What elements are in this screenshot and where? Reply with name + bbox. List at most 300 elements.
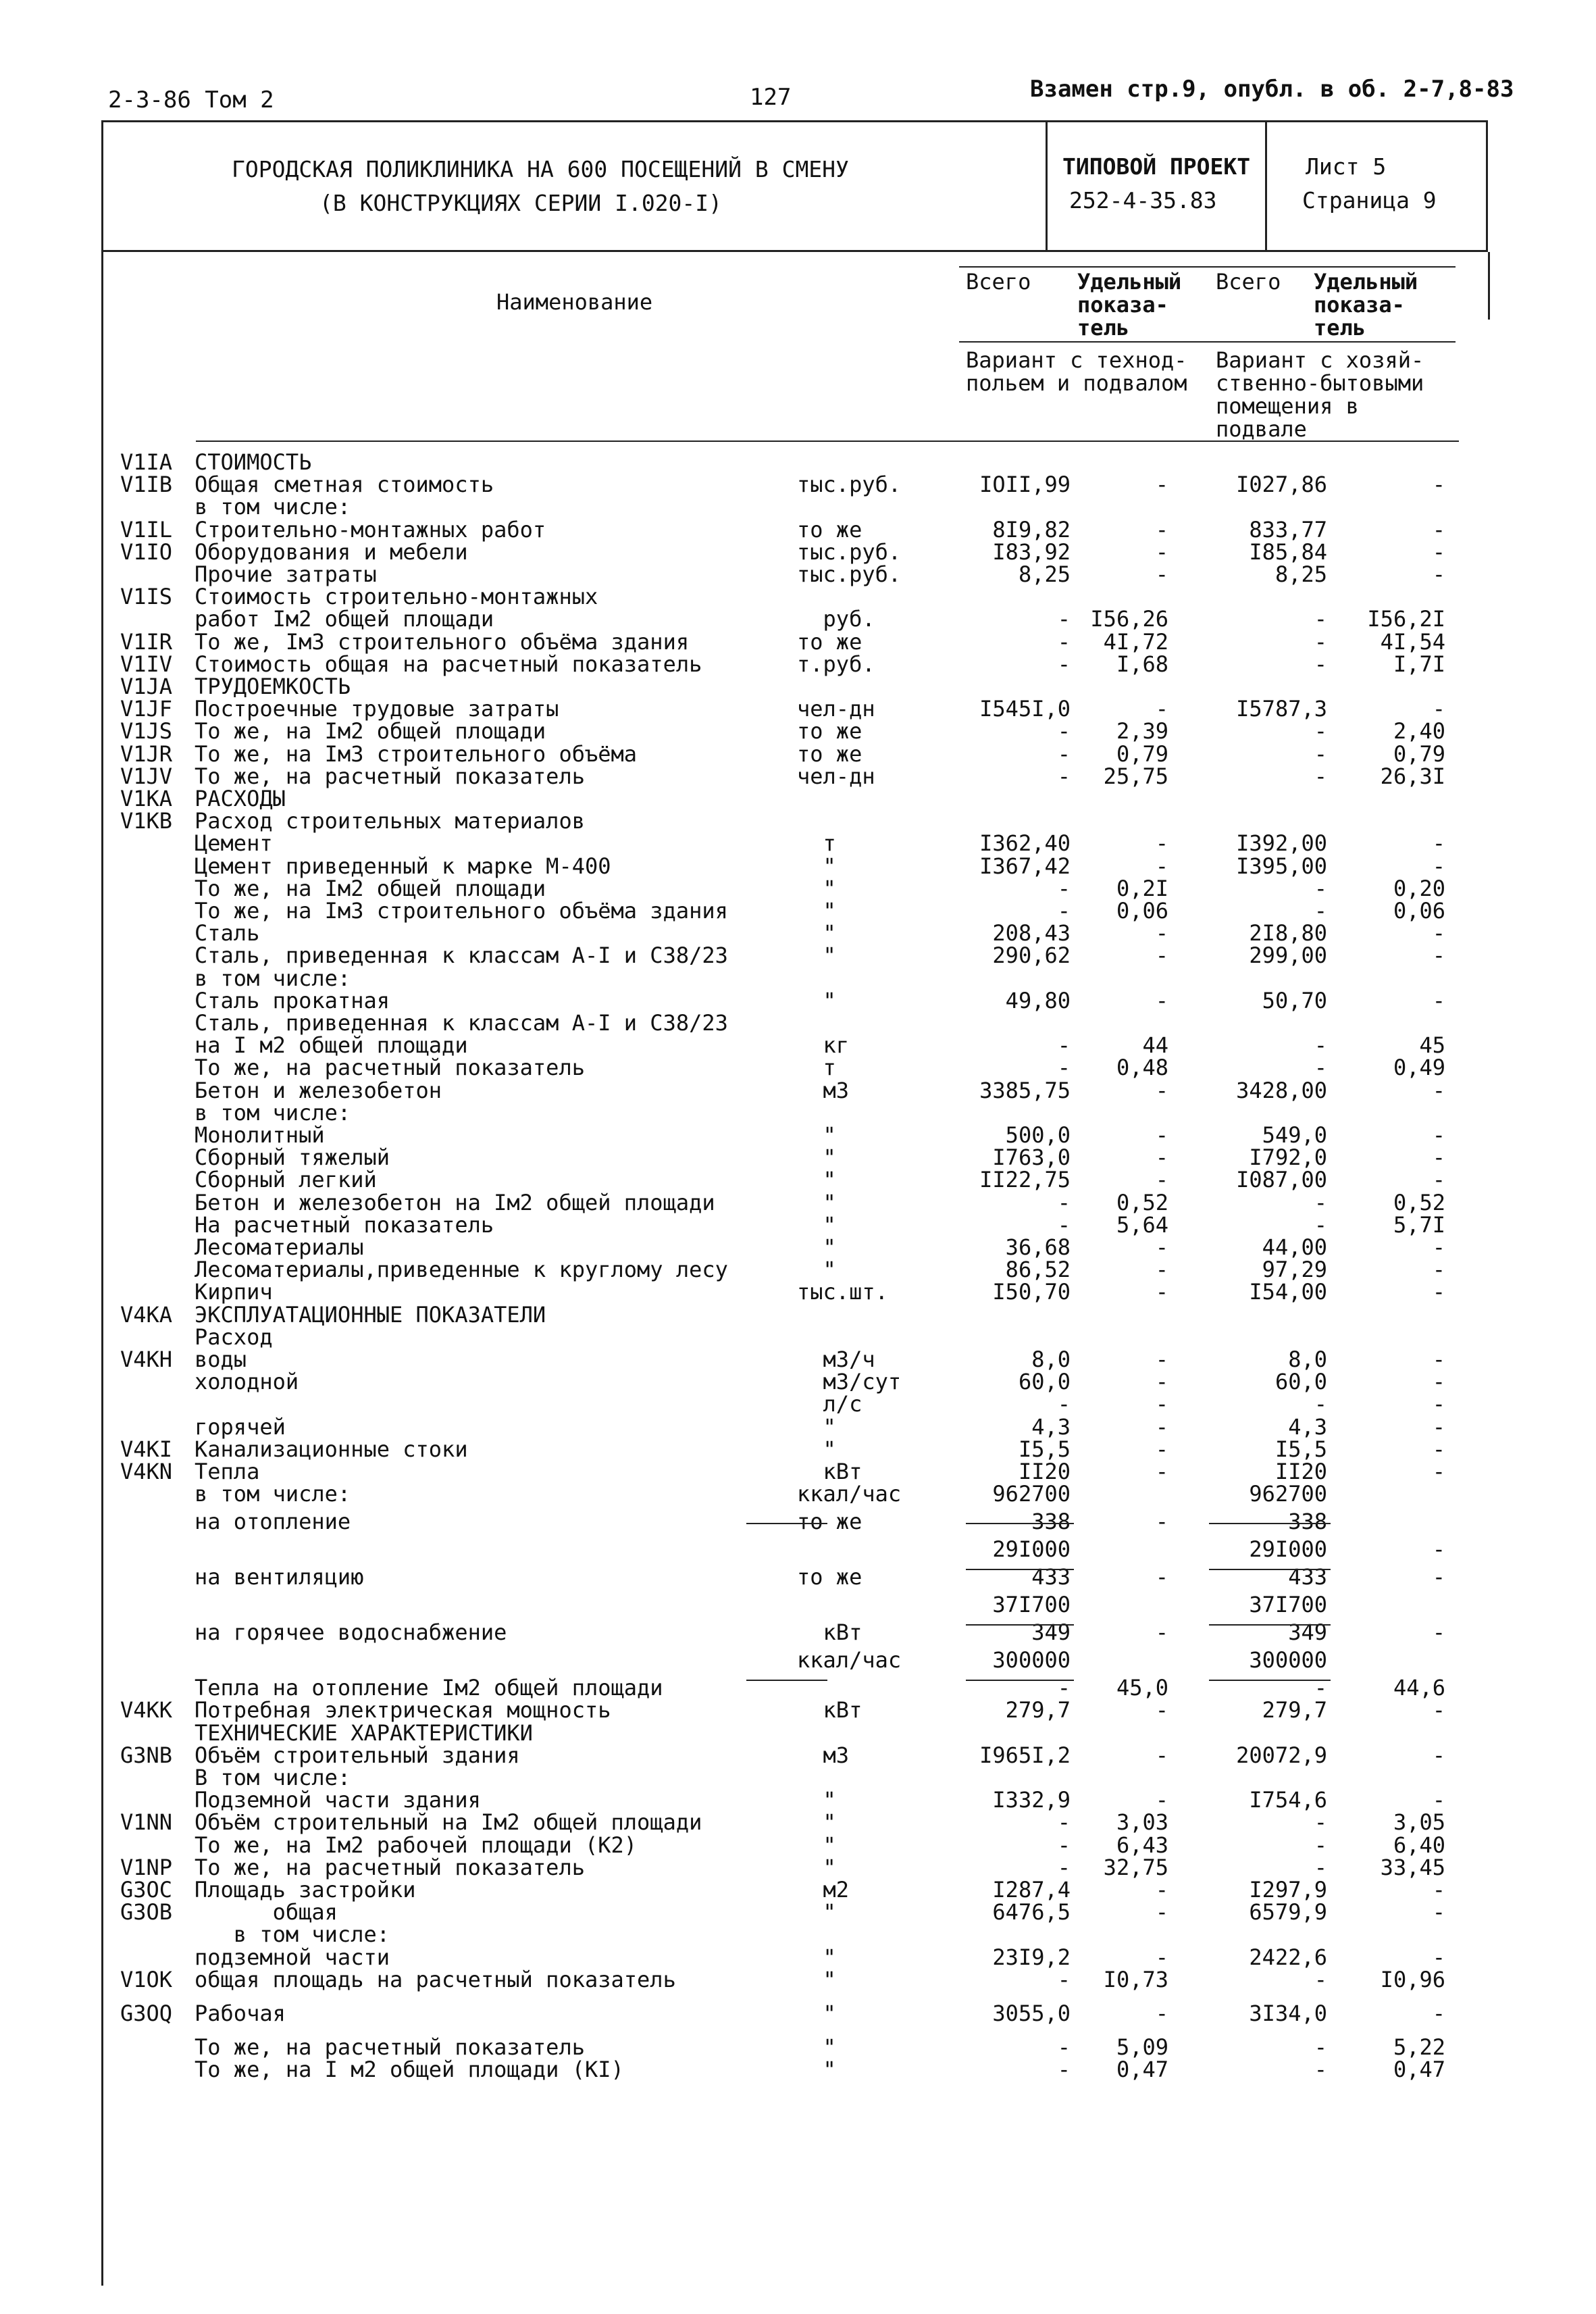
row-v1: - xyxy=(1057,628,1071,655)
row-code: V1NP xyxy=(120,1854,173,1880)
row-code: V1OK xyxy=(120,1966,173,1992)
row-unit: " xyxy=(797,1787,836,1813)
row-v1: - xyxy=(1057,763,1071,789)
row-v2: 833,77 xyxy=(1249,516,1327,543)
row-v1: I367,42 xyxy=(979,853,1071,879)
fraction-rule xyxy=(966,1680,1074,1681)
table-row xyxy=(0,900,1596,922)
row-v2: 338 xyxy=(1288,1509,1327,1535)
table-row xyxy=(0,2059,1596,2081)
table-row xyxy=(0,538,1596,565)
row-u2: - xyxy=(1432,1899,1445,1926)
row-u1: - xyxy=(1155,1459,1168,1484)
row-code: G3OB xyxy=(120,1899,173,1926)
row-name: Бетон и железобетон на Iм2 общей площади xyxy=(195,1189,715,1215)
row-u1: - xyxy=(1155,1697,1168,1724)
row-name: в том числе: xyxy=(195,1481,351,1507)
row-v1: - xyxy=(1057,740,1071,767)
table-row xyxy=(0,832,1596,855)
table-row xyxy=(0,855,1596,878)
row-u2: - xyxy=(1432,472,1445,498)
row-u1: - xyxy=(1155,2000,1168,2026)
table-row xyxy=(0,1169,1596,1191)
table-row xyxy=(0,1461,1596,1483)
row-unit: " xyxy=(797,875,836,901)
row-code: V1JA xyxy=(120,674,173,699)
row-v2: - xyxy=(1314,1832,1327,1858)
row-v1: 8,0 xyxy=(1031,1347,1071,1372)
row-unit: " xyxy=(797,1436,836,1462)
row-u2: - xyxy=(1432,1391,1445,1417)
row-unit: ккал/час xyxy=(797,1481,902,1507)
row-name: Оборудования и мебели xyxy=(195,538,468,565)
row-u2: - xyxy=(1432,1944,1445,1970)
row-u2: 0,20 xyxy=(1393,875,1445,901)
row-u2: - xyxy=(1432,830,1445,857)
row-unit: " xyxy=(797,920,836,947)
unit-fraction-rule xyxy=(746,1680,827,1681)
row-v1: - xyxy=(1057,718,1071,745)
row-unit: " xyxy=(797,1899,836,1926)
row-name: на I м2 общей площади xyxy=(195,1032,468,1059)
row-code: V1KA xyxy=(120,786,173,811)
row-u1: - xyxy=(1155,1369,1168,1395)
row-u2: - xyxy=(1432,1436,1445,1462)
sheet-number: Лист 5 xyxy=(1306,153,1387,180)
table-row xyxy=(0,608,1596,630)
row-u1: - xyxy=(1155,830,1168,857)
row-unit: то же xyxy=(797,1509,863,1535)
row-v1: IOII,99 xyxy=(979,472,1071,498)
table-row xyxy=(0,1946,1596,1969)
row-u1: - xyxy=(1155,561,1168,587)
project-number: 252-4-35.83 xyxy=(1069,187,1217,213)
row-u2: - xyxy=(1432,696,1445,722)
row-name: То же, Iм3 строительного объёма здания xyxy=(195,628,690,655)
row-unit: " xyxy=(797,1809,836,1836)
row-v1: - xyxy=(1057,2034,1071,2060)
table-row xyxy=(0,1012,1596,1034)
row-v2: I395,00 xyxy=(1236,853,1327,879)
row-unit: т xyxy=(797,830,836,857)
table-row xyxy=(0,922,1596,945)
row-v1: - xyxy=(1057,1966,1071,1992)
row-unit: кВт xyxy=(797,1619,863,1646)
row-v2: 349 xyxy=(1288,1619,1327,1646)
row-u1: - xyxy=(1155,1413,1168,1440)
col-unit2-header: Удельный показа- тель xyxy=(1314,269,1418,341)
row-v2: - xyxy=(1314,1391,1327,1417)
row-unit: л/с xyxy=(797,1391,863,1417)
row-v2: 44,00 xyxy=(1262,1234,1327,1260)
table-row xyxy=(0,788,1596,810)
row-u2: - xyxy=(1432,561,1445,587)
row-v1: 4,3 xyxy=(1031,1413,1071,1440)
row-u1: - xyxy=(1155,1899,1168,1926)
row-v1: 37I700 xyxy=(992,1592,1071,1618)
row-u2: - xyxy=(1432,1234,1445,1260)
row-u2: - xyxy=(1432,1413,1445,1440)
row-unit: " xyxy=(797,1122,836,1148)
row-u2: - xyxy=(1432,1877,1445,1903)
row-u1: 45,0 xyxy=(1116,1675,1168,1701)
table-row xyxy=(0,451,1596,474)
row-u2: - xyxy=(1432,1145,1445,1171)
row-code: V1IB xyxy=(120,472,173,498)
row-name: То же, на расчетный показатель xyxy=(195,1854,585,1880)
row-v2: - xyxy=(1314,1211,1327,1238)
table-row xyxy=(0,1099,1596,1126)
row-v2: - xyxy=(1314,1055,1327,1081)
row-v1: - xyxy=(1057,898,1071,924)
col-total1-header: Всего xyxy=(966,269,1031,295)
row-name: То же, на Iм3 строительного объёма здания xyxy=(195,898,728,924)
row-u1: - xyxy=(1155,1122,1168,1148)
row-v1: - xyxy=(1057,1032,1071,1059)
row-v2: 2422,6 xyxy=(1249,1944,1327,1970)
row-name: То же, на Iм3 строительного объёма xyxy=(195,740,638,767)
row-v1: 500,0 xyxy=(1005,1122,1071,1148)
row-name: на отопление xyxy=(195,1509,351,1535)
row-u1: - xyxy=(1155,1742,1168,1768)
row-name: Сталь, приведенная к классам А-I и С38/23 xyxy=(195,942,728,969)
row-v2: 6579,9 xyxy=(1249,1899,1327,1926)
row-name: Бетон и железобетон xyxy=(195,1077,442,1103)
row-code: V4KH xyxy=(120,1347,173,1372)
row-name: Потребная электрическая мощность xyxy=(195,1697,611,1724)
col-unit1-header: Удельный показа- тель xyxy=(1077,269,1182,341)
row-unit: " xyxy=(797,853,836,879)
table-row xyxy=(0,1834,1596,1857)
row-u1: - xyxy=(1155,1145,1168,1171)
row-u1: - xyxy=(1155,987,1168,1013)
row-u1: - xyxy=(1155,1436,1168,1462)
sheet-page: Страница 9 xyxy=(1302,187,1437,213)
row-v1: II20 xyxy=(1018,1459,1071,1484)
table-row xyxy=(0,1326,1596,1349)
row-code: V4KK xyxy=(120,1697,173,1724)
row-v2: I027,86 xyxy=(1236,472,1327,498)
row-u1: - xyxy=(1155,1234,1168,1260)
row-name: на горячее водоснабжение xyxy=(195,1619,507,1646)
table-row xyxy=(0,1349,1596,1371)
row-name: воды xyxy=(195,1347,247,1372)
row-u2: 3,05 xyxy=(1393,1809,1445,1836)
row-unit: м3/сут xyxy=(797,1369,902,1395)
row-code: V1NN xyxy=(120,1809,173,1836)
row-v2: 4,3 xyxy=(1288,1413,1327,1440)
row-name: Прочие затраты xyxy=(195,561,377,587)
row-u2: I56,2I xyxy=(1367,606,1445,632)
table-row xyxy=(0,1034,1596,1057)
row-name: Тепла xyxy=(195,1459,260,1484)
table-row xyxy=(0,474,1596,496)
table-row xyxy=(0,1301,1596,1328)
row-unit: " xyxy=(797,1145,836,1171)
row-unit: м3 xyxy=(797,1742,850,1768)
row-v1: - xyxy=(1057,1854,1071,1880)
row-name: Общая сметная стоимость xyxy=(195,472,494,498)
row-unit: тыс.руб. xyxy=(797,561,902,587)
row-name: горячей xyxy=(195,1413,286,1440)
row-code: V4KI xyxy=(120,1436,173,1462)
row-unit: м3 xyxy=(797,1077,850,1103)
row-name: Сталь, приведенная к классам А-I и С38/23 xyxy=(195,1010,728,1036)
header-mid-rule xyxy=(959,341,1456,343)
row-v2: I5,5 xyxy=(1275,1436,1327,1462)
row-u2: 45 xyxy=(1419,1032,1445,1059)
row-u2: 0,49 xyxy=(1393,1055,1445,1081)
row-u1: - xyxy=(1155,1509,1168,1535)
row-name: на вентиляцию xyxy=(195,1564,364,1590)
table-row xyxy=(0,1789,1596,1811)
right-border xyxy=(1488,252,1490,320)
row-v2: 8,0 xyxy=(1288,1347,1327,1372)
row-u2: - xyxy=(1432,1122,1445,1148)
header-top-rule xyxy=(959,266,1456,268)
row-u1: - xyxy=(1155,1347,1168,1372)
table-row xyxy=(0,1211,1596,1238)
row-u2: 5,22 xyxy=(1393,2034,1445,2060)
row-v2: - xyxy=(1314,740,1327,767)
row-u1: 0,52 xyxy=(1116,1189,1168,1215)
row-unit: " xyxy=(797,1234,836,1260)
row-unit: чел-дн xyxy=(797,763,875,789)
row-v2: 279,7 xyxy=(1262,1697,1327,1724)
row-v1: - xyxy=(1057,651,1071,677)
row-v1: 290,62 xyxy=(992,942,1071,969)
row-unit: ккал/час xyxy=(797,1647,902,1674)
row-name: Лесоматериалы xyxy=(195,1234,364,1260)
row-v2: - xyxy=(1314,1854,1327,1880)
row-u2: - xyxy=(1432,1279,1445,1305)
row-unit: " xyxy=(797,2000,836,2026)
row-name: СТОИМОСТЬ xyxy=(195,449,312,475)
title-block xyxy=(101,120,1488,252)
row-v1: 962700 xyxy=(992,1481,1071,1507)
row-v1: 8,25 xyxy=(1018,561,1071,587)
row-name: То же, на расчетный показатель xyxy=(195,1055,585,1081)
row-unit: руб. xyxy=(797,606,875,632)
table-row xyxy=(0,1511,1596,1533)
row-v2: - xyxy=(1314,1189,1327,1215)
row-v2: 20072,9 xyxy=(1236,1742,1327,1768)
col-name-header: Наименование xyxy=(496,289,653,315)
row-v2: I5787,3 xyxy=(1236,696,1327,722)
row-code: G3OQ xyxy=(120,2000,173,2026)
row-u1: - xyxy=(1155,1257,1168,1283)
row-u2: 2,40 xyxy=(1393,718,1445,745)
row-name: То же, на Iм2 рабочей площади (К2) xyxy=(195,1832,638,1858)
table-row xyxy=(0,1077,1596,1103)
row-v2: 60,0 xyxy=(1275,1369,1327,1395)
table-row xyxy=(0,1413,1596,1440)
row-name: Сталь прокатная xyxy=(195,987,390,1013)
row-unit: " xyxy=(797,2057,836,2082)
row-v2: I85,84 xyxy=(1249,538,1327,565)
table-row xyxy=(0,586,1596,608)
fraction-rule xyxy=(966,1523,1074,1524)
row-code: V1IR xyxy=(120,628,173,655)
row-name: То же, на Iм2 общей площади xyxy=(195,718,546,745)
fraction-rule xyxy=(966,1569,1074,1570)
row-v2: 3428,00 xyxy=(1236,1077,1327,1103)
row-v2: 299,00 xyxy=(1249,942,1327,969)
row-u1: - xyxy=(1155,942,1168,969)
row-v1: I332,9 xyxy=(992,1787,1071,1813)
row-v1: 279,7 xyxy=(1005,1697,1071,1724)
table-row xyxy=(0,628,1596,655)
table-row xyxy=(0,810,1596,832)
row-v1: I763,0 xyxy=(992,1145,1071,1171)
table-row xyxy=(0,1744,1596,1767)
row-v2: 50,70 xyxy=(1262,987,1327,1013)
table-row xyxy=(0,1393,1596,1415)
row-name: Расход xyxy=(195,1324,273,1350)
table-row xyxy=(0,765,1596,788)
row-v2: 3I34,0 xyxy=(1249,2000,1327,2026)
row-v2: II20 xyxy=(1275,1459,1327,1484)
row-u1: 0,06 xyxy=(1116,898,1168,924)
row-name: То же, на расчетный показатель xyxy=(195,2034,585,2060)
row-name: Тепла на отопление Iм2 общей площади xyxy=(195,1675,663,1701)
row-name: в том числе: xyxy=(195,965,351,991)
header-bottom-rule xyxy=(196,441,1459,442)
row-unit: кВт xyxy=(797,1459,863,1484)
row-u1: - xyxy=(1155,1944,1168,1970)
row-u1: 3,03 xyxy=(1116,1809,1168,1836)
document-subtitle: (В КОНСТРУКЦИЯХ СЕРИИ I.020-I) xyxy=(319,190,723,216)
row-u1: - xyxy=(1155,1077,1168,1103)
row-v1: 36,68 xyxy=(1005,1234,1071,1260)
row-u1: - xyxy=(1155,1619,1168,1646)
row-unit: м2 xyxy=(797,1877,850,1903)
table-row xyxy=(0,1594,1596,1616)
row-unit: то же xyxy=(797,628,863,655)
row-v1: - xyxy=(1057,1055,1071,1081)
replacement-note: Взамен стр.9, опубл. в об. 2-7,8-83 xyxy=(1030,76,1514,103)
row-unit: тыс.шт. xyxy=(797,1279,888,1305)
row-v2: 549,0 xyxy=(1262,1122,1327,1148)
row-v1: 86,52 xyxy=(1005,1257,1071,1283)
row-u2: 26,3I xyxy=(1380,763,1445,789)
table-row xyxy=(0,1538,1596,1561)
row-v2: 2I8,80 xyxy=(1249,920,1327,947)
row-u1: - xyxy=(1155,1877,1168,1903)
row-code: V1JF xyxy=(120,696,173,722)
row-unit: " xyxy=(797,1211,836,1238)
row-u1: 44 xyxy=(1142,1032,1168,1059)
row-u2: - xyxy=(1432,1167,1445,1193)
row-v1: - xyxy=(1057,1189,1071,1215)
row-u1: I,68 xyxy=(1116,651,1168,677)
row-name: ЭКСПЛУАТАЦИОННЫЕ ПОКАЗАТЕЛИ xyxy=(195,1301,546,1328)
row-name: То же, на Iм2 общей площади xyxy=(195,875,546,901)
row-u2: - xyxy=(1432,1619,1445,1646)
row-v1: I83,92 xyxy=(992,538,1071,565)
row-code: G3OC xyxy=(120,1877,173,1903)
row-u1: 25,75 xyxy=(1103,763,1168,789)
row-code: V1JR xyxy=(120,740,173,767)
row-name: Рабочая xyxy=(195,2000,286,2026)
row-unit: " xyxy=(797,1944,836,1970)
row-u2: 0,79 xyxy=(1393,740,1445,767)
row-v2: - xyxy=(1314,875,1327,901)
row-u2: - xyxy=(1432,1697,1445,1724)
row-name: Расход строительных материалов xyxy=(195,808,585,834)
row-u2: 5,7I xyxy=(1393,1211,1445,1238)
row-u1: - xyxy=(1155,538,1168,565)
table-row xyxy=(0,1371,1596,1393)
row-u2: 33,45 xyxy=(1380,1854,1445,1880)
row-v2: I792,0 xyxy=(1249,1145,1327,1171)
row-u2: 4I,54 xyxy=(1380,628,1445,655)
row-v1: 6476,5 xyxy=(992,1899,1071,1926)
row-u2: - xyxy=(1432,516,1445,543)
row-v2: - xyxy=(1314,1032,1327,1059)
row-name: В том числе: xyxy=(195,1765,351,1790)
row-v1: - xyxy=(1057,1391,1071,1417)
row-unit: " xyxy=(797,1189,836,1215)
row-v2: - xyxy=(1314,606,1327,632)
row-unit: то же xyxy=(797,1564,863,1590)
row-v1: II22,75 xyxy=(979,1167,1071,1193)
row-unit: то же xyxy=(797,718,863,745)
row-unit: тыс.руб. xyxy=(797,538,902,565)
table-row xyxy=(0,1057,1596,1079)
row-unit: " xyxy=(797,1413,836,1440)
row-u2: - xyxy=(1432,942,1445,969)
table-row xyxy=(0,740,1596,767)
row-u2: - xyxy=(1432,920,1445,947)
row-v2: - xyxy=(1314,718,1327,745)
table-row xyxy=(0,1923,1596,1946)
row-u1: - xyxy=(1155,853,1168,879)
row-name: Стоимость общая на расчетный показатель xyxy=(195,651,702,677)
row-v1: 49,80 xyxy=(1005,987,1071,1013)
row-v1: - xyxy=(1057,606,1071,632)
row-v1: I545I,0 xyxy=(979,696,1071,722)
table-row xyxy=(0,987,1596,1013)
row-unit: т.руб. xyxy=(797,651,875,677)
row-v1: 3055,0 xyxy=(992,2000,1071,2026)
row-u2: - xyxy=(1432,1564,1445,1590)
row-name: Объём строительный здания xyxy=(195,1742,520,1768)
row-v1: 208,43 xyxy=(992,920,1071,947)
row-u1: 4I,72 xyxy=(1103,628,1168,655)
table-row xyxy=(0,967,1596,990)
row-u1: 2,39 xyxy=(1116,718,1168,745)
row-u1: 0,79 xyxy=(1116,740,1168,767)
variant1-header: Вариант с технод- польем и подвалом xyxy=(966,347,1187,396)
row-name: То же, на I м2 общей площади (КI) xyxy=(195,2057,624,2082)
row-v1: - xyxy=(1057,1211,1071,1238)
row-u2: 6,40 xyxy=(1393,1832,1445,1858)
row-v2: - xyxy=(1314,2057,1327,2082)
row-v1: 29I000 xyxy=(992,1536,1071,1563)
row-name: Сталь xyxy=(195,920,260,947)
row-name: работ Iм2 общей площади xyxy=(195,606,494,632)
row-code: V1JV xyxy=(120,763,173,789)
row-name: Построечные трудовые затраты xyxy=(195,696,559,722)
row-unit: кг xyxy=(797,1032,850,1059)
row-code: V1IV xyxy=(120,651,173,677)
table-row xyxy=(0,1966,1596,1992)
table-row xyxy=(0,1647,1596,1674)
table-row xyxy=(0,496,1596,518)
row-v2: 37I700 xyxy=(1249,1592,1327,1618)
row-name: Стоимость строительно-монтажных xyxy=(195,584,598,610)
